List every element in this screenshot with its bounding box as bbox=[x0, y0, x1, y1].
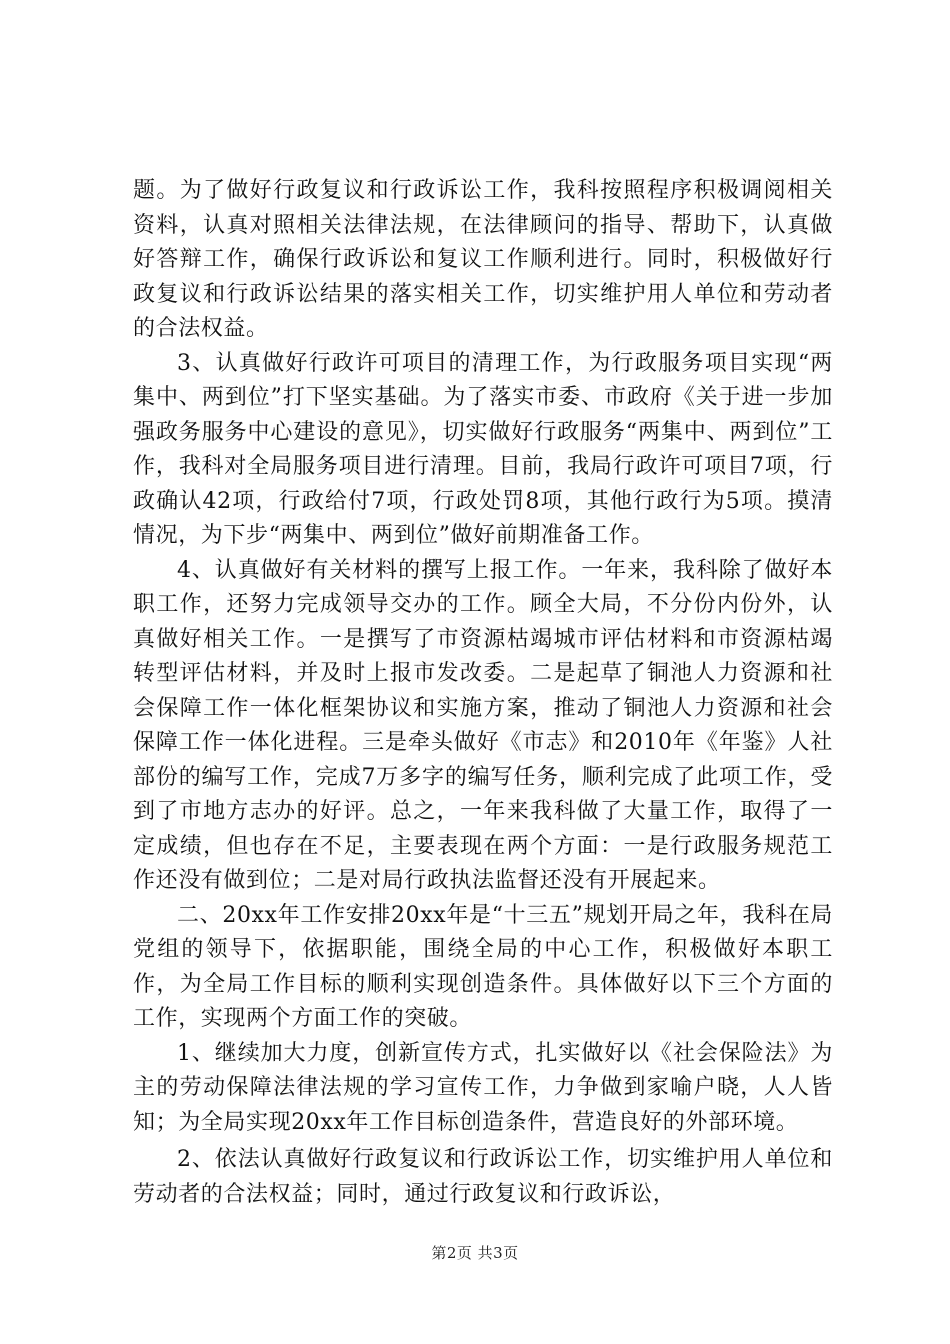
paragraph-continuation: 题。为了做好行政复议和行政诉讼工作，我科按照程序积极调阅相关资料，认真对照相关法律法规，在法律顾问的指导、帮助下，认真做好答辩工作，确保行政诉讼和复议工作顺利进行。同时，积极做好行政复议和行政诉讼结果的落实相关工作，切实维护用人单位和劳动者的合法权益。 bbox=[133, 178, 833, 341]
paragraph-section-two: 二、20xx年工作安排20xx年是“十三五”规划开局之年，我科在局党组的领导下，依据职能，围绕全局的中心工作，积极做好本职工作，为全局工作目标的顺利实现创造条件。具体做好以下三个方面的工作，实现两个方面工作的突破。 bbox=[133, 902, 833, 1031]
page-footer: 第2页 共3页 bbox=[431, 1244, 519, 1262]
document-body bbox=[133, 174, 833, 1212]
paragraph-plan-2: 2、依法认真做好行政复议和行政诉讼工作，切实维护用人单位和劳动者的合法权益；同时，通过行政复议和行政诉讼， bbox=[133, 1147, 833, 1207]
paragraph-item-3: 3、认真做好行政许可项目的清理工作，为行政服务项目实现“两集中、两到位”打下坚实基础。为了落实市委、市政府《关于进一步加强政务服务中心建设的意见》，切实做好行政服务“两集中、两到位”工作，我科对全局服务项目进行清理。目前，我局行政许可项目7项，行政确认42项，行政给付7项，行政处罚8项，其他行政行为5项。摸清情况，为下步“两集中、两到位”做好前期准备工作。 bbox=[133, 350, 833, 548]
paragraph-plan-1: 1、继续加大力度，创新宣传方式，扎实做好以《社会保险法》为主的劳动保障法律法规的学习宣传工作，力争做到家喻户晓，人人皆知；为全局实现20xx年工作目标创造条件，营造良好的外部环境。 bbox=[133, 1040, 833, 1135]
paragraph-item-4: 4、认真做好有关材料的撰写上报工作。一年来，我科除了做好本职工作，还努力完成领导交办的工作。顾全大局，不分份内份外，认真做好相关工作。一是撰写了市资源枯竭城市评估材料和市资源枯竭转型评估材料，并及时上报市发改委。二是起草了铜池人力资源和社会保障工作一体化框架协议和实施方案，推动了铜池人力资源和社会保障工作一体化进程。三是牵头做好《市志》和2010年《年鉴》人社部份的编写工作，完成7万多字的编写任务，顺利完成了此项工作，受到了市地方志办的好评。总之，一年来我科做了大量工作，取得了一定成绩，但也存在不足，主要表现在两个方面：一是行政服务规范工作还没有做到位；二是对局行政执法监督还没有开展起来。 bbox=[133, 557, 833, 893]
